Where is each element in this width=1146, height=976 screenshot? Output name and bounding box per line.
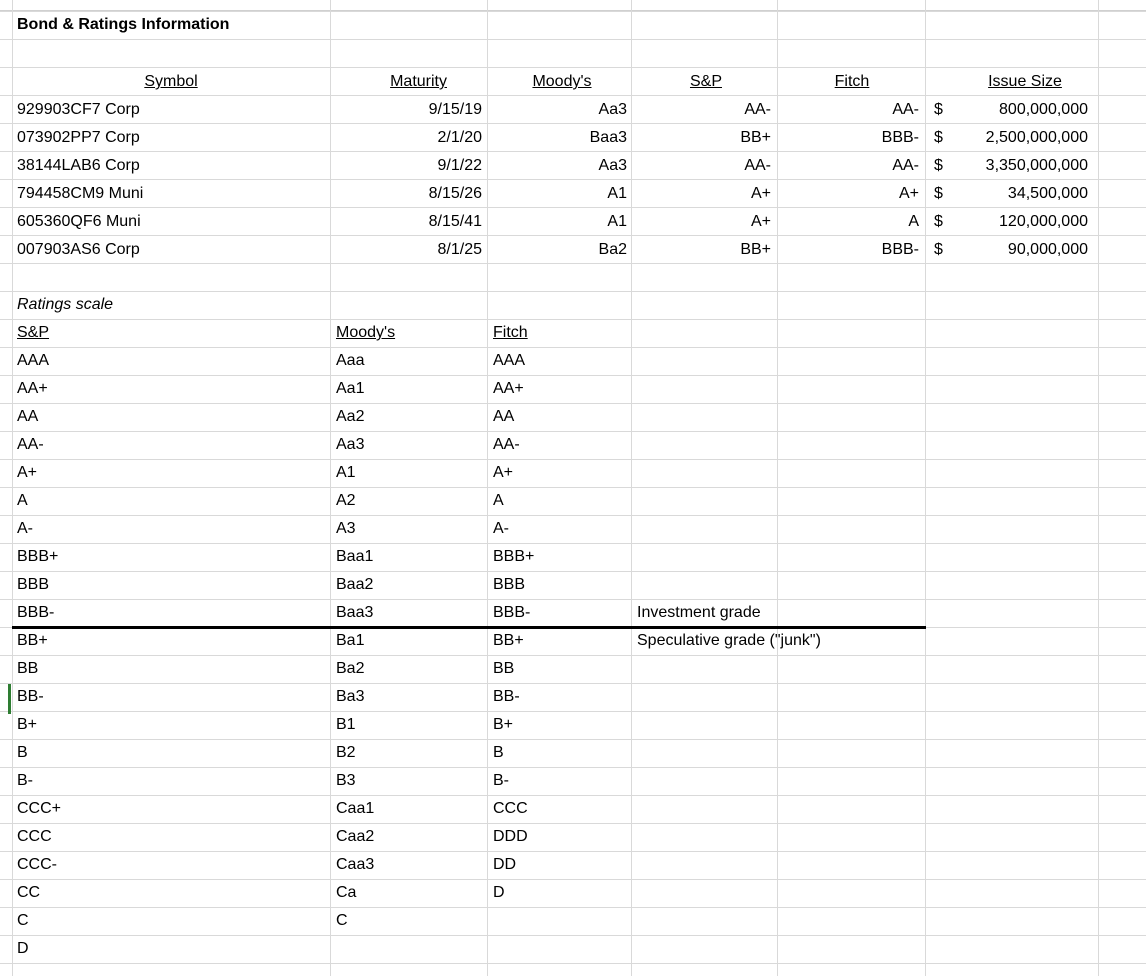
header-moodys[interactable]: Moody's [532,73,592,90]
scale-moodys[interactable]: A3 [336,520,356,537]
scale-sp[interactable]: BBB [17,576,50,593]
scale-fitch[interactable]: A- [493,520,509,537]
gridline [1098,0,1099,976]
bond-moodys[interactable]: Ba2 [598,241,627,258]
bond-currency[interactable]: $ [934,101,943,118]
bond-issue-size[interactable]: 2,500,000,000 [985,129,1088,146]
scale-fitch[interactable]: DDD [493,828,528,845]
scale-moodys[interactable]: B3 [336,772,356,789]
scale-fitch[interactable] [493,907,628,935]
scale-moodys[interactable]: Ba2 [336,660,365,677]
gridline [0,963,1146,964]
gridline [925,0,926,976]
bond-fitch[interactable]: BBB- [881,129,919,146]
bond-sp[interactable]: AA- [744,101,771,118]
investment-grade-divider [12,626,926,629]
header-maturity[interactable]: Maturity [390,73,447,90]
bond-moodys[interactable]: A1 [607,213,627,230]
header-sp[interactable]: S&P [689,73,722,90]
scale-sp[interactable]: BB- [17,688,44,705]
scale-header-sp[interactable]: S&P [17,324,50,341]
scale-fitch[interactable]: B [493,744,504,761]
scale-fitch[interactable]: A [493,492,504,509]
scale-fitch[interactable]: CCC [493,800,528,817]
scale-sp[interactable]: A+ [17,464,38,481]
bond-issue-size[interactable]: 34,500,000 [1007,185,1088,202]
scale-moodys[interactable]: Baa1 [336,548,374,565]
bond-fitch[interactable]: A [908,213,919,230]
bond-issue-size[interactable]: 800,000,000 [999,101,1088,118]
scale-sp[interactable]: AA- [17,436,44,453]
scale-moodys[interactable]: Baa3 [336,604,374,621]
bond-maturity[interactable]: 9/1/22 [437,157,482,174]
bond-symbol[interactable]: 38144LAB6 Corp [17,157,140,174]
bond-moodys[interactable]: Aa3 [598,101,627,118]
scale-moodys[interactable]: Caa2 [336,828,375,845]
gridline [12,0,13,976]
bond-moodys[interactable]: Baa3 [589,129,627,146]
scale-sp[interactable]: B- [17,772,33,789]
bond-symbol[interactable]: 929903CF7 Corp [17,101,140,118]
bond-sp[interactable]: BB+ [740,241,771,258]
scale-fitch[interactable]: AA [493,408,515,425]
scale-moodys[interactable]: Ba1 [336,632,365,649]
bond-fitch[interactable]: AA- [892,101,919,118]
scale-sp[interactable]: CCC- [17,856,57,873]
scale-sp[interactable]: AA+ [17,380,48,397]
scale-fitch[interactable]: BB [493,660,515,677]
grade-note[interactable]: Investment grade [637,604,761,621]
scale-moodys[interactable]: A2 [336,492,356,509]
scale-fitch[interactable]: B+ [493,716,514,733]
scale-moodys[interactable] [336,935,481,963]
column-header-strip [0,0,1146,11]
gridline [0,39,1146,40]
scale-moodys[interactable]: A1 [336,464,356,481]
scale-sp[interactable]: A [17,492,28,509]
scale-sp[interactable]: B+ [17,716,38,733]
header-fitch[interactable]: Fitch [834,73,870,90]
scale-sp[interactable]: BB [17,660,39,677]
scale-moodys[interactable]: Baa2 [336,576,374,593]
scale-moodys[interactable]: Aa2 [336,408,365,425]
bond-maturity[interactable]: 8/15/41 [428,213,482,230]
scale-sp[interactable]: BBB+ [17,548,59,565]
bond-currency[interactable]: $ [934,185,943,202]
scale-fitch[interactable]: DD [493,856,517,873]
bond-symbol[interactable]: 794458CM9 Muni [17,185,144,202]
scale-moodys[interactable]: B1 [336,716,356,733]
scale-fitch[interactable] [493,935,628,963]
scale-sp[interactable]: BBB- [17,604,55,621]
bond-maturity[interactable]: 8/1/25 [437,241,482,258]
bond-symbol[interactable]: 605360QF6 Muni [17,213,141,230]
bond-moodys[interactable]: A1 [607,185,627,202]
scale-moodys[interactable]: Caa3 [336,856,375,873]
scale-sp[interactable]: A- [17,520,33,537]
scale-sp[interactable]: CCC [17,828,52,845]
scale-fitch[interactable]: A+ [493,464,514,481]
scale-sp[interactable]: AAA [17,352,50,369]
scale-fitch[interactable]: BB+ [493,632,524,649]
scale-sp[interactable]: CC [17,884,41,901]
bond-symbol[interactable]: 073902PP7 Corp [17,129,140,146]
scale-sp[interactable]: CCC+ [17,800,62,817]
bond-maturity[interactable]: 2/1/20 [437,129,482,146]
scale-fitch[interactable]: AA+ [493,380,524,397]
scale-moodys[interactable]: Caa1 [336,800,375,817]
bond-issue-size[interactable]: 120,000,000 [999,213,1088,230]
ratings-scale-label[interactable]: Ratings scale [17,296,114,313]
scale-fitch[interactable]: BB- [493,688,520,705]
bond-sp[interactable]: A+ [750,213,771,230]
bond-fitch[interactable]: AA- [892,157,919,174]
scale-header-fitch[interactable]: Fitch [493,324,528,341]
bond-currency[interactable]: $ [934,129,943,146]
scale-fitch[interactable]: BBB+ [493,548,535,565]
bond-currency[interactable]: $ [934,213,943,230]
scale-sp[interactable]: B [17,744,28,761]
bond-issue-size[interactable]: 90,000,000 [1007,241,1088,258]
bond-issue-size[interactable]: 3,350,000,000 [985,157,1088,174]
sheet-title[interactable]: Bond & Ratings Information [17,16,230,33]
header-symbol[interactable]: Symbol [144,73,198,90]
scale-moodys[interactable]: Aaa [336,352,365,369]
active-cell-marker [8,684,11,714]
scale-fitch[interactable]: BBB- [493,604,531,621]
bond-fitch[interactable]: BBB- [881,241,919,258]
scale-sp[interactable]: C [17,912,29,929]
scale-sp[interactable]: AA [17,408,39,425]
scale-fitch[interactable]: AA- [493,436,520,453]
scale-moodys[interactable]: Ba3 [336,688,365,705]
scale-fitch[interactable]: BBB [493,576,526,593]
bond-maturity[interactable]: 8/15/26 [428,185,482,202]
bond-currency[interactable]: $ [934,241,943,258]
scale-fitch[interactable]: D [493,884,505,901]
scale-moodys[interactable]: Aa3 [336,436,365,453]
header-issue-size[interactable]: Issue Size [988,73,1062,90]
scale-moodys[interactable]: C [336,912,348,929]
bond-sp[interactable]: A+ [750,185,771,202]
bond-currency[interactable]: $ [934,157,943,174]
scale-fitch[interactable]: B- [493,772,509,789]
scale-moodys[interactable]: Ca [336,884,357,901]
bond-moodys[interactable]: Aa3 [598,157,627,174]
grade-note[interactable]: Speculative grade ("junk") [637,632,821,649]
scale-sp[interactable]: D [17,940,29,957]
bond-sp[interactable]: AA- [744,157,771,174]
bond-maturity[interactable]: 9/15/19 [428,101,482,118]
scale-moodys[interactable]: B2 [336,744,356,761]
scale-sp[interactable]: BB+ [17,632,48,649]
bond-sp[interactable]: BB+ [740,129,771,146]
bond-fitch[interactable]: A+ [898,185,919,202]
scale-moodys[interactable]: Aa1 [336,380,365,397]
scale-header-moodys[interactable]: Moody's [336,324,396,341]
bond-symbol[interactable]: 007903AS6 Corp [17,241,140,258]
scale-fitch[interactable]: AAA [493,352,526,369]
